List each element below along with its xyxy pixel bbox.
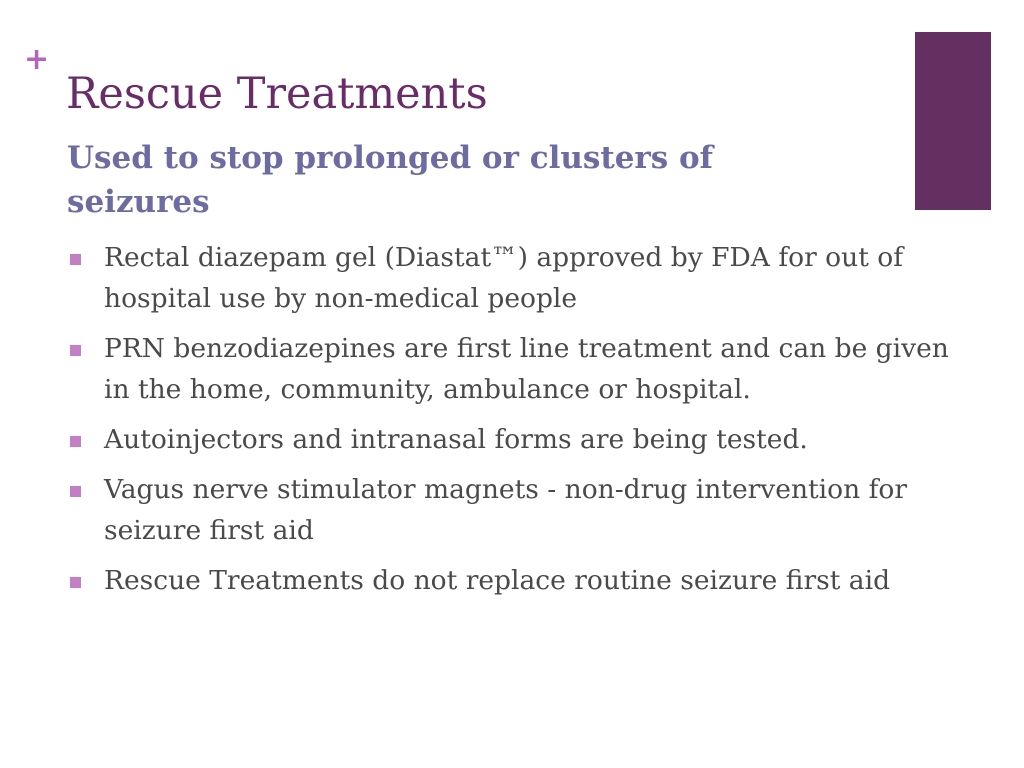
bullet-list: [66, 237, 966, 610]
bullet-text: Autoinjectors and intranasal forms are being tested.: [104, 424, 808, 455]
bullet-text: PRN benzodiazepines are first line treatment and can be given in the home, community, ambulance or hospital.: [104, 333, 949, 405]
plus-icon: +: [24, 42, 50, 77]
bullet-item: [66, 469, 966, 551]
square-bullet-icon: [70, 486, 81, 497]
square-bullet-icon: [70, 577, 81, 588]
bullet-item: [66, 237, 966, 319]
bullet-text: Rectal diazepam gel (Diastat™) approved by FDA for out of hospital use by non-medical people: [104, 242, 904, 314]
square-bullet-icon: [70, 254, 81, 265]
slide-subtitle: Used to stop prolonged or clusters of seizures: [67, 140, 714, 220]
bullet-text: Rescue Treatments do not replace routine seizure first aid: [104, 565, 891, 596]
slide-title: Rescue Treatments: [66, 69, 488, 119]
square-bullet-icon: [70, 436, 81, 447]
accent-bar: [915, 32, 991, 210]
bullet-text: Vagus nerve stimulator magnets - non-drug intervention for seizure first aid: [104, 474, 908, 546]
square-bullet-icon: [70, 345, 81, 356]
bullet-item: [66, 419, 966, 460]
bullet-item: [66, 560, 966, 601]
bullet-item: [66, 328, 966, 410]
